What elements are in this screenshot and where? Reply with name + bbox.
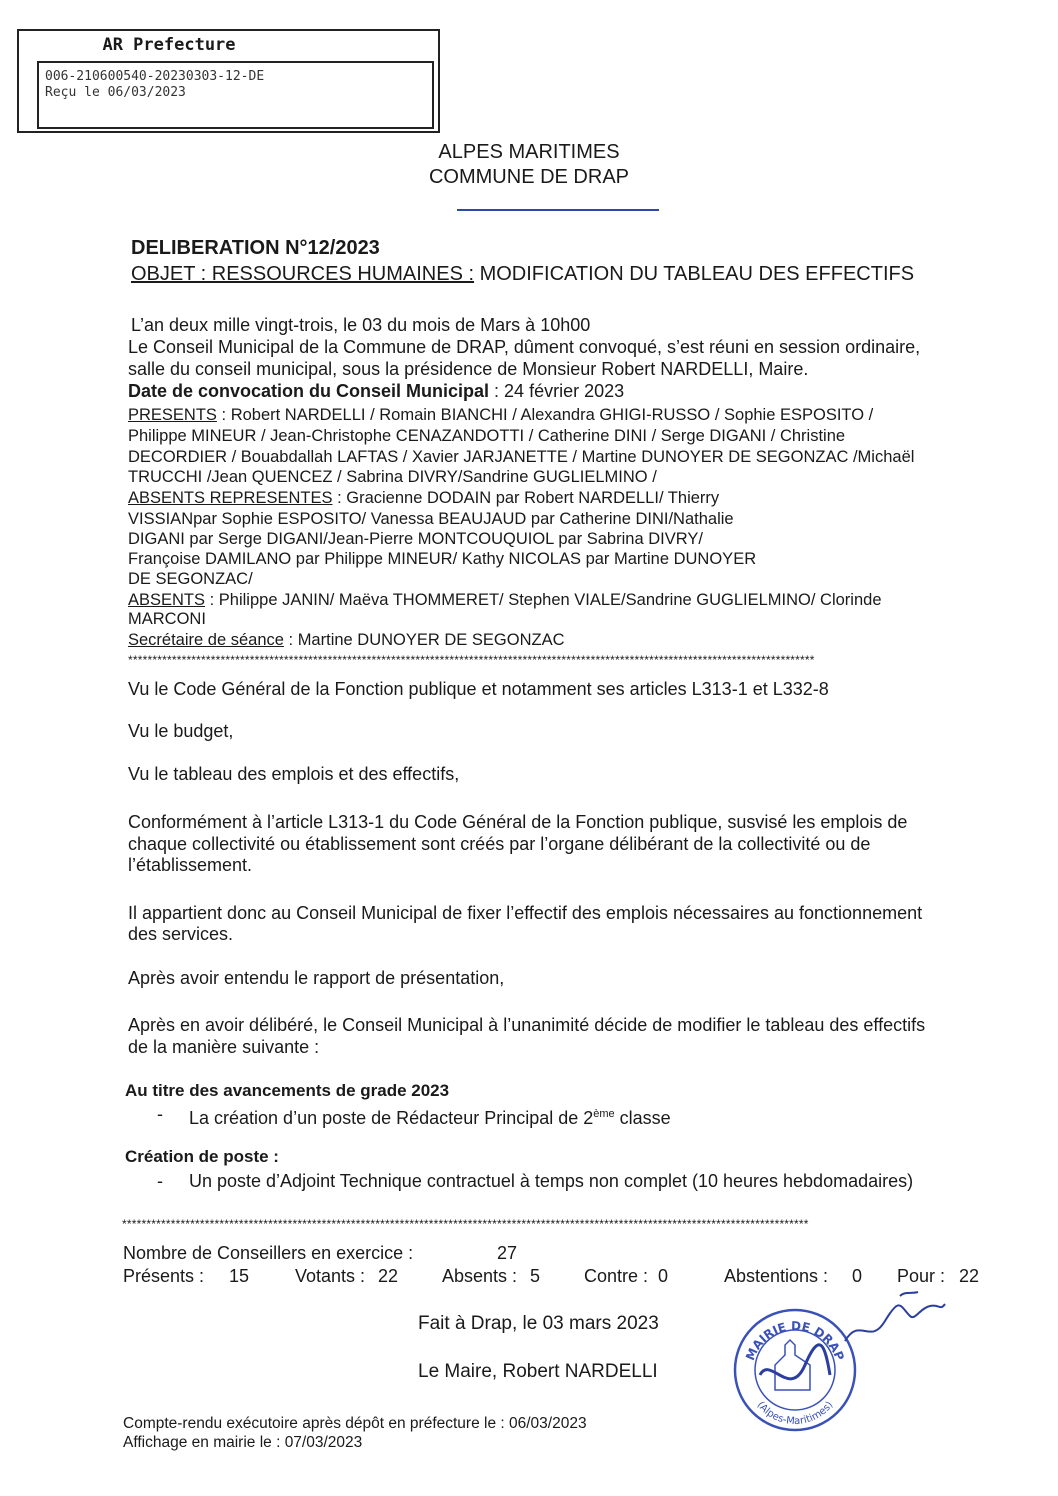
secretary-label: Secrétaire de séance (128, 631, 284, 649)
paragraph-3: Après avoir entendu le rapport de présentation, (128, 968, 505, 988)
represented-label: ABSENTS REPRESENTES (128, 489, 333, 507)
abstentions-value: 0 (852, 1266, 863, 1286)
contre-label: Contre : (584, 1266, 649, 1286)
section-grade-item (189, 1104, 671, 1128)
presents-label: PRESENTS (128, 406, 217, 424)
presents-count-value: 15 (229, 1266, 250, 1286)
section-grade-title: Au titre des avancements de grade 2023 (125, 1081, 450, 1100)
secretary-name: : Martine DUNOYER DE SEGONZAC (283, 631, 565, 649)
represented-names-1: : Gracienne DODAIN par Robert NARDELLI/ Thierry (332, 489, 720, 507)
vu-budget: Vu le budget, (128, 721, 234, 741)
conseillers-label: Nombre de Conseillers en exercice : (123, 1243, 414, 1263)
ar-prefecture-stamp (17, 29, 440, 133)
ar-stamp-details (37, 61, 434, 129)
absents-count-label: Absents : (442, 1266, 518, 1286)
convocation-date (128, 381, 624, 401)
vu-tableau: Vu le tableau des emplois et des effectifs, (128, 764, 460, 784)
object-text: MODIFICATION DU TABLEAU DES EFFECTIFS (474, 263, 915, 285)
section-creation-bullet: - (157, 1171, 163, 1191)
commune-heading: COMMUNE DE DRAP (428, 166, 629, 188)
seal-bottom-text: (Alpes-Maritimes) (754, 1399, 836, 1428)
section-creation-item: Un poste d’Adjoint Technique contractuel à temps non complet (10 heures hebdomadaires) (189, 1171, 914, 1191)
place-and-date: Fait à Drap, le 03 mars 2023 (418, 1313, 659, 1334)
presents-line-4: TRUCCHI /Jean QUENCEZ / Sabrina DIVRY/Sandrine GUGLIELMINO / (128, 468, 657, 486)
absents-names-1: : Philippe JANIN/ Maëva THOMMERET/ Stephen VIALE/Sandrine GUGLIELMINO/ Clorinde (205, 591, 882, 609)
presents-line-1 (128, 405, 873, 425)
paragraph-1-line-3: l’établissement. (128, 855, 253, 875)
deliberation-number: DELIBERATION N°12/2023 (131, 237, 380, 259)
votants-label: Votants : (295, 1266, 366, 1286)
votants-value: 22 (378, 1266, 399, 1286)
represented-line-3: DIGANI par Serge DIGANI/Jean-Pierre MONTCOUQUIOL par Sabrina DIVRY/ (128, 530, 703, 548)
ar-stamp-received-date: Reçu le 06/03/2023 (45, 85, 186, 100)
paragraph-2-line-2: des services. (128, 924, 234, 944)
object-label: OBJET : RESSOURCES HUMAINES : (131, 263, 475, 285)
intro-line-3: salle du conseil municipal, sous la présidence de Monsieur Robert NARDELLI, Maire. (128, 359, 809, 379)
represented-line-1 (128, 488, 719, 508)
absents-label: ABSENTS (128, 591, 206, 609)
ar-stamp-title: AR Prefecture (102, 35, 236, 55)
paragraph-4-line-2: de la manière suivante : (128, 1037, 320, 1057)
ar-stamp-reference: 006-210600540-20230303-12-DE (45, 69, 265, 84)
vu-code-general: Vu le Code Général de la Fonction publique et notamment ses articles L313-1 et L332-8 (128, 679, 829, 699)
represented-line-4: Françoise DAMILANO par Philippe MINEUR/ Kathy NICOLAS par Martine DUNOYER (128, 550, 757, 568)
grade-item-superscript: ème (593, 1108, 615, 1120)
contre-value: 0 (658, 1266, 669, 1286)
absents-line-2: MARCONI (128, 610, 206, 628)
seal-top-text: MAIRIE DE DRAP (743, 1318, 847, 1363)
mayor-signature (840, 1286, 950, 1356)
grade-item-suffix: classe (614, 1108, 671, 1128)
abstentions-label: Abstentions : (724, 1266, 829, 1286)
grade-item-text: La création d’un poste de Rédacteur Principal de 2 (189, 1108, 594, 1128)
pour-label: Pour : (897, 1266, 946, 1286)
absents-line-1 (128, 590, 882, 610)
presents-line-2: Philippe MINEUR / Jean-Christophe CENAZANDOTTI / Catherine DINI / Serge DIGANI / Christine (128, 427, 846, 445)
intro-line-1: L’an deux mille vingt-trois, le 03 du mois de Mars à 10h00 (131, 315, 591, 335)
represented-line-2: VISSIANpar Sophie ESPOSITO/ Vanessa BEAUJAUD par Catherine DINI/Nathalie (128, 510, 734, 528)
footer-affichage: Affichage en mairie le : 07/03/2023 (123, 1434, 363, 1451)
header-divider (457, 209, 659, 211)
section-grade-bullet: - (157, 1104, 163, 1124)
convocation-label: Date de convocation du Conseil Municipal (128, 381, 490, 401)
paragraph-1-line-2: chaque collectivité ou établissement sont créés par l’organe délibérant de la collectivité ou de (128, 834, 871, 854)
pour-value: 22 (959, 1266, 980, 1286)
paragraph-2-line-1: Il appartient donc au Conseil Municipal de fixer l’effectif des emplois nécessaires au fonctionnement (128, 903, 923, 923)
convocation-value: : 24 février 2023 (489, 381, 625, 401)
paragraph-1-line-1: Conformément à l’article L313-1 du Code Général de la Fonction publique, susvisé les emplois de (128, 812, 908, 832)
footer-executoire: Compte-rendu exécutoire après dépôt en préfecture le : 06/03/2023 (123, 1415, 587, 1432)
paragraph-4-line-1: Après en avoir délibéré, le Conseil Municipal à l’unanimité décide de modifier le tableau des effectifs (128, 1015, 926, 1035)
intro-line-2: Le Conseil Municipal de la Commune de DRAP, dûment convoqué, s’est réuni en session ordinaire, (128, 337, 921, 357)
presents-names-1: : Robert NARDELLI / Romain BIANCHI / Alexandra GHIGI-RUSSO / Sophie ESPOSITO / (216, 406, 874, 424)
department-heading: ALPES MARITIMES (438, 141, 620, 163)
separator-top: ********************************************************************************************************************************************* (128, 653, 815, 667)
section-creation-title: Création de poste : (125, 1147, 279, 1166)
deliberation-object (131, 264, 914, 284)
represented-line-5: DE SEGONZAC/ (128, 570, 253, 588)
signatory: Le Maire, Robert NARDELLI (418, 1361, 658, 1382)
secretary-line (128, 630, 565, 650)
presents-count-label: Présents : (123, 1266, 205, 1286)
conseillers-value: 27 (497, 1243, 518, 1263)
absents-count-value: 5 (530, 1266, 541, 1286)
presents-line-3: DECORDIER / Bouabdallah LAFTAS / Xavier JARJANETTE / Martine DUNOYER DE SEGONZAC /Michaël (128, 448, 915, 466)
separator-bottom: ********************************************************************************************************************************************* (122, 1217, 809, 1231)
